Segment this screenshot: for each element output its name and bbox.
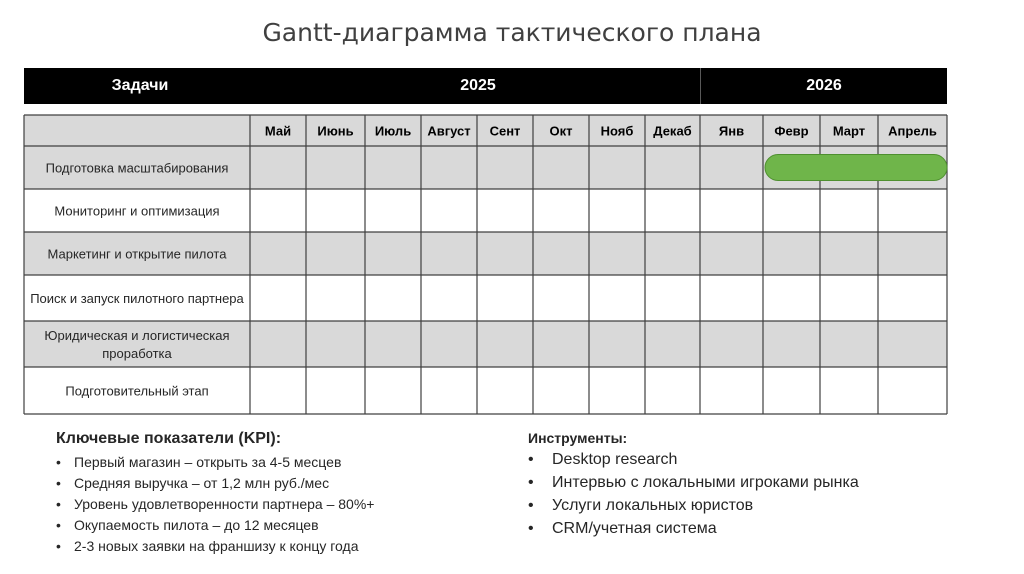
kpi-item: • Средняя выручка – от 1,2 млн руб./мес [56,473,496,494]
kpi-item: • Окупаемость пилота – до 12 месяцев [56,515,496,536]
tasks-header: Задачи [111,77,169,94]
year-2026-header: 2026 [806,77,842,94]
month-label: Янв [718,123,745,139]
kpi-heading: Ключевые показатели (KPI): [56,430,282,447]
tools-section [528,430,998,540]
kpi-item: • Уровень удовлетворенности партнера – 80%+ [56,494,496,515]
month-label: Июль [374,123,412,139]
page-title: Gantt-диаграмма тактического плана [262,18,762,47]
task-label: Мониторинг и оптимизация [54,203,220,219]
kpi-section [56,430,496,557]
month-label: Июнь [317,123,354,139]
kpi-item: • 2-3 новых заявки на франшизу к концу года [56,536,496,557]
month-label: Окт [549,123,573,139]
task-label: проработка [102,346,172,361]
tool-item: • Услуги локальных юристов [528,494,998,517]
month-label: Декаб [653,123,692,139]
month-label: Март [832,123,866,139]
month-label: Май [264,123,292,139]
kpi-item: • Первый магазин – открыть за 4-5 месцев [56,452,496,473]
task-label: Подготовка масштабирования [45,160,229,176]
task-label: Поиск и запуск пилотного партнера [30,291,244,306]
tool-item: • Desktop research [528,448,998,471]
tool-item: • Интервью с локальными игроками рынка [528,471,998,494]
month-label: Нояб [600,123,634,139]
kpi-list [56,452,496,557]
task-bar [765,155,947,181]
month-label: Сент [489,123,521,139]
task-label: Маркетинг и открытие пилота [47,246,227,262]
task-label: Юридическая и логистическая [44,328,230,343]
month-label: Апрель [888,123,937,139]
task-label: Подготовительный этап [65,383,209,399]
tool-item: • CRM/учетная система [528,517,998,540]
year-2025-header: 2025 [460,77,496,94]
tools-heading: Инструменты: [528,430,628,446]
month-label: Август [427,123,471,139]
month-label: Февр [774,123,809,139]
tools-list [528,448,998,540]
